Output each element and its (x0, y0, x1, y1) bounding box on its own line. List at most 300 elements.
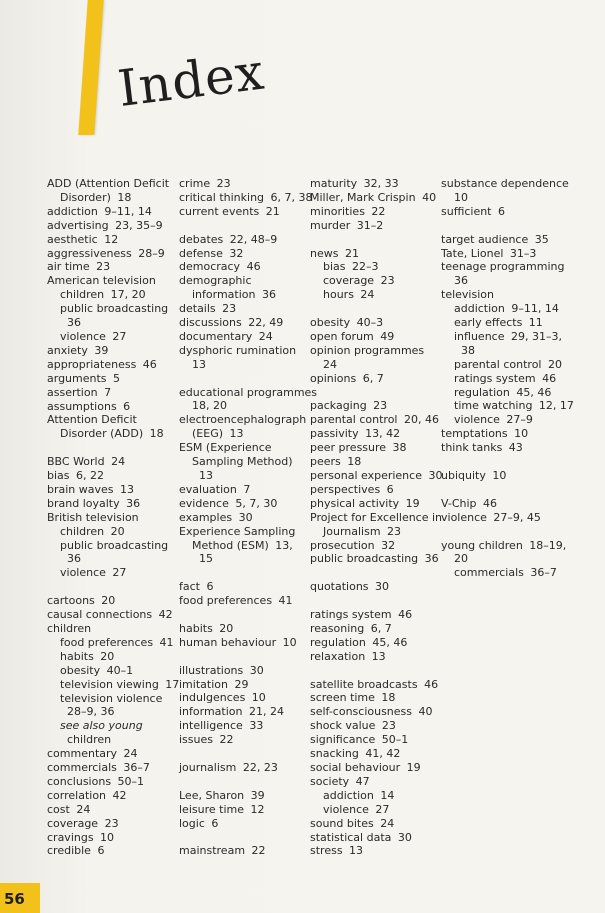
index-gap (310, 302, 440, 316)
index-entry (310, 844, 440, 858)
index-entry (179, 260, 304, 274)
index-page-refs: 9–11, 14 (507, 302, 559, 316)
index-entry (47, 372, 172, 386)
index-term: conclusions (47, 774, 112, 788)
index-entry (441, 247, 601, 261)
index-entry (441, 316, 601, 330)
index-term: 13 (192, 357, 206, 371)
index-entry (47, 330, 172, 344)
index-entry (310, 455, 440, 469)
index-entry (179, 705, 304, 719)
index-entry (47, 719, 172, 733)
index-term: 38 (461, 343, 475, 357)
index-entry (441, 539, 601, 553)
index-term: information (179, 705, 243, 719)
index-entry (179, 344, 304, 358)
index-page-refs: 39 (247, 788, 265, 802)
index-entry (310, 413, 440, 427)
index-entry (441, 552, 601, 566)
index-term: Disorder (ADD) (60, 427, 144, 441)
index-page-refs: 7 (100, 385, 112, 399)
index-term: opinions (310, 371, 357, 385)
index-entry (179, 427, 304, 441)
index-term: (EEG) (192, 427, 224, 441)
index-term: imitation (179, 677, 228, 691)
index-term: sufficient (441, 204, 492, 218)
index-entry (47, 469, 172, 483)
index-page-refs: 6 (119, 399, 131, 413)
index-entry (47, 386, 172, 400)
index-term: children (67, 733, 112, 747)
index-term: violence (454, 413, 500, 427)
index-entry (310, 789, 440, 803)
index-entry (179, 719, 304, 733)
index-term: V-Chip (441, 496, 477, 510)
index-term: addiction (323, 788, 374, 802)
index-page-refs: 21, 24 (245, 705, 284, 719)
index-entry (47, 677, 180, 692)
index-entry (179, 302, 304, 316)
index-entry (47, 413, 172, 427)
index-term: 24 (323, 357, 337, 371)
index-page-refs: 39 (90, 343, 109, 357)
index-entry (179, 594, 304, 608)
index-page-refs: 40–3 (353, 316, 384, 330)
index-page-refs: 18 (377, 691, 396, 705)
index-page-refs: 20 (215, 621, 234, 635)
index-entry (179, 441, 304, 455)
index-page-refs: 10 (279, 635, 297, 649)
index-page-refs: 5 (109, 371, 121, 385)
index-term: crime (179, 177, 211, 190)
index-page-refs: 41 (275, 594, 293, 608)
index-term: current events (179, 204, 260, 218)
index-page-refs: 40–1 (103, 663, 134, 677)
index-entry (310, 330, 440, 344)
index-term: 15 (199, 552, 213, 566)
index-entry (441, 344, 601, 358)
index-term: violence (60, 329, 106, 343)
index-entry (310, 761, 440, 775)
index-term: cost (47, 802, 70, 816)
index-page-refs: 35 (531, 232, 549, 246)
index-page-refs: 43 (505, 441, 523, 455)
index-term: time watching (454, 399, 533, 413)
index-page-refs: 36 (421, 552, 439, 566)
index-term: think tanks (441, 441, 503, 455)
index-page-refs: 23 (369, 399, 388, 413)
index-term: aggressiveness (47, 246, 132, 260)
index-page-refs: 40 (415, 705, 433, 719)
index-page-refs: 6, 7 (367, 621, 392, 635)
index-term: ADD (Attention Deficit (47, 177, 170, 190)
index-term: fact (179, 580, 200, 594)
index-entry (310, 205, 440, 219)
index-entry (47, 733, 172, 747)
index-page-refs: 10 (488, 469, 507, 482)
index-term: 36 (454, 274, 468, 288)
index-page-refs: 24 (356, 288, 375, 302)
index-term: parental control (454, 357, 542, 371)
yellow-accent-bar (78, 0, 103, 135)
index-column-1 (47, 177, 180, 858)
index-term: open forum (310, 329, 374, 343)
index-entry (310, 358, 440, 372)
index-term: opinion programmes (310, 343, 425, 357)
index-gap (179, 830, 304, 844)
index-page-refs: 36–7 (526, 566, 557, 580)
index-entry (441, 441, 601, 455)
index-term: regulation (454, 385, 510, 399)
index-page-refs: 20 (107, 524, 125, 538)
index-page-refs: 23 (377, 274, 395, 288)
index-page-refs: 6 (93, 844, 105, 858)
index-entry (179, 636, 304, 650)
index-page-refs: 21 (341, 246, 359, 260)
index-gap (441, 525, 601, 539)
index-page-refs: 20 (96, 649, 115, 663)
index-page-refs: 31–3 (506, 246, 537, 260)
index-page-refs: 46 (139, 357, 157, 371)
index-page-refs: 46 (394, 608, 413, 622)
index-gap (47, 441, 172, 455)
index-entry (310, 608, 440, 622)
index-entry (47, 191, 172, 205)
index-term: news (310, 246, 339, 260)
index-page-refs: 18–19, (525, 538, 567, 552)
index-entry (47, 803, 172, 817)
index-page-refs: 27–9, 45 (489, 510, 541, 524)
index-page-refs: 41 (156, 635, 174, 649)
index-entry (310, 483, 440, 497)
index-gap (179, 219, 304, 233)
index-entry (47, 650, 172, 664)
index-entry (47, 622, 172, 636)
index-entry (179, 413, 307, 427)
index-term: 20 (454, 552, 468, 566)
index-term: details (179, 302, 216, 316)
index-term: maturity (310, 177, 358, 190)
index-page-refs: 19 (403, 760, 421, 774)
index-page-refs: 30 (371, 580, 390, 594)
index-entry (310, 636, 440, 650)
index-page-refs: 30 (424, 468, 443, 482)
index-term: violence (441, 510, 487, 524)
index-term: coverage (47, 816, 99, 830)
index-term: 28–9, 36 (67, 705, 115, 719)
index-page-refs: 30 (394, 830, 412, 844)
index-term: food preferences (179, 594, 273, 608)
index-page-refs: 13 (345, 844, 364, 858)
index-term: commercials (454, 566, 524, 580)
index-entry (179, 205, 304, 219)
index-term: television violence (60, 691, 163, 705)
index-entry (179, 664, 304, 678)
index-term: 36 (67, 316, 81, 330)
index-page-refs: 18 (343, 455, 362, 469)
index-term: cravings (47, 830, 94, 844)
index-term: 18, 20 (192, 399, 227, 413)
index-entry (179, 511, 304, 525)
index-term: assertion (47, 385, 98, 399)
index-term: discussions (179, 316, 242, 330)
index-page-refs: 24 (107, 455, 126, 469)
index-entry (179, 817, 304, 831)
index-page-refs: 38 (389, 441, 407, 455)
index-entry (47, 274, 172, 288)
index-term: television (441, 288, 494, 302)
index-term: peers (310, 455, 341, 469)
index-term: critical thinking (179, 190, 265, 204)
index-term: reasoning (310, 621, 365, 635)
index-entry (310, 525, 440, 539)
index-entry (310, 803, 440, 817)
index-entry (47, 483, 172, 497)
index-entry (47, 844, 172, 858)
index-term: Sampling Method) (192, 455, 293, 469)
index-entry (310, 497, 440, 511)
index-page-refs: 6, 7 (359, 371, 384, 385)
index-page-refs: 5, 7, 30 (231, 496, 278, 510)
index-entry (47, 594, 172, 608)
index-term: commentary (47, 747, 118, 761)
index-term: obesity (60, 663, 101, 677)
index-page-refs: 21 (262, 204, 280, 218)
index-term: television viewing (60, 677, 159, 691)
index-entry (47, 219, 172, 233)
index-gap (47, 580, 172, 594)
index-term: snacking (310, 747, 359, 761)
index-entry (47, 789, 172, 803)
index-term: Disorder) (60, 190, 111, 204)
page-number: 56 (4, 890, 25, 908)
index-entry (441, 497, 601, 511)
index-entry (47, 692, 172, 706)
index-entry (441, 566, 601, 580)
index-entry (310, 719, 440, 733)
index-entry (179, 190, 313, 205)
index-page-refs: 23 (218, 302, 237, 316)
index-term: screen time (310, 691, 375, 705)
index-term: addiction (454, 302, 505, 316)
index-term: examples (179, 510, 233, 524)
index-entry (441, 205, 601, 219)
index-term: demographic (179, 274, 252, 288)
index-term: food preferences (60, 635, 154, 649)
index-gap (441, 219, 601, 233)
index-entry (179, 385, 318, 400)
index-term: bias (47, 469, 70, 483)
index-page-refs: 12 (246, 802, 265, 816)
index-page-refs: 46 (538, 371, 557, 385)
index-term: Miller, Mark Crispin (310, 190, 416, 204)
index-entry (179, 525, 304, 539)
index-term: mainstream (179, 844, 246, 858)
index-entry (47, 233, 172, 247)
index-page-refs: 6 (494, 204, 505, 218)
index-entry (310, 288, 440, 302)
index-entry (179, 580, 304, 594)
index-page-refs: 24 (72, 802, 91, 816)
index-entry (310, 733, 440, 747)
index-entry (179, 497, 304, 511)
index-page-refs: 50–1 (114, 774, 145, 788)
index-entry (47, 831, 172, 845)
index-gap (310, 594, 440, 608)
index-page-refs: 27–9 (502, 413, 533, 427)
index-entry (179, 288, 304, 302)
index-entry (47, 539, 172, 553)
index-term: coverage (323, 274, 375, 288)
index-entry (310, 650, 440, 664)
index-entry (310, 775, 440, 789)
index-term: causal connections (47, 608, 153, 622)
index-term: ratings system (454, 371, 536, 385)
index-page-refs: 23 (378, 719, 396, 733)
index-page-refs: 17, 20 (107, 288, 146, 302)
index-page-refs: 20, 46 (400, 413, 439, 427)
index-page-refs: 10 (248, 691, 266, 705)
index-term: packaging (310, 399, 367, 413)
index-term: shock value (310, 719, 376, 733)
index-entry (179, 803, 304, 817)
index-entry (179, 247, 304, 261)
index-term: 10 (454, 190, 468, 204)
index-term: violence (60, 566, 106, 580)
index-entry (179, 316, 304, 330)
index-entry (47, 817, 172, 831)
index-entry (47, 247, 172, 261)
index-page-refs: 27 (108, 566, 127, 580)
index-entry (179, 789, 304, 803)
index-entry (179, 455, 304, 469)
index-term: information (192, 288, 256, 302)
index-page-refs: 45, 46 (368, 635, 408, 649)
index-entry (47, 636, 172, 650)
index-entry (310, 316, 440, 330)
index-term: correlation (47, 788, 107, 802)
index-term: electroencephalograph (179, 413, 307, 427)
index-entry (310, 691, 440, 705)
index-entry (441, 511, 601, 525)
index-entry (179, 274, 304, 288)
index-entry (310, 372, 440, 386)
index-entry (47, 358, 172, 372)
index-term: human behaviour (179, 635, 277, 649)
index-page-refs: 13, (271, 538, 293, 552)
index-entry (310, 260, 440, 274)
index-entry (310, 441, 440, 455)
index-page-refs: 36–7 (119, 761, 150, 775)
index-gap (179, 747, 304, 761)
index-term: obesity (310, 316, 351, 330)
index-entry (47, 260, 172, 274)
index-term: democracy (179, 260, 241, 274)
index-entry (441, 233, 601, 247)
index-entry (310, 705, 440, 719)
index-page-refs: 40 (418, 190, 437, 204)
index-gap (179, 650, 304, 664)
index-page-refs: 32, 33 (360, 177, 399, 190)
index-page-refs: 6, 22 (72, 469, 105, 483)
index-gap (441, 455, 601, 469)
index-term: advertising (47, 218, 109, 232)
index-page-refs: 17 (161, 677, 180, 691)
index-term: Project for Excellence in (310, 510, 443, 524)
index-entry (310, 399, 440, 413)
index-term: Journalism (323, 524, 381, 538)
index-entry (310, 427, 440, 441)
index-page-refs: 22–3 (348, 260, 379, 274)
index-term: 36 (67, 552, 81, 566)
index-entry (441, 427, 601, 441)
index-term: self-consciousness (310, 705, 413, 719)
index-entry (441, 330, 601, 344)
index-page-refs: 23 (213, 177, 231, 190)
index-entry (179, 539, 304, 553)
index-entry (47, 288, 172, 302)
index-page-refs: 29, 31–3, (507, 329, 562, 343)
index-term: substance dependence (441, 177, 569, 190)
index-entry (47, 775, 172, 789)
index-page-refs: 13 (116, 482, 135, 496)
index-gap (310, 566, 440, 580)
index-term: Experience Sampling (179, 524, 296, 538)
index-term: Tate, Lionel (441, 246, 504, 260)
index-entry (47, 525, 172, 539)
index-term: American television (47, 274, 156, 288)
index-term: evidence (179, 496, 229, 510)
index-page-refs: 22 (216, 733, 234, 747)
index-term: passivity (310, 427, 359, 441)
index-entry (179, 358, 304, 372)
index-term: sound bites (310, 816, 374, 830)
index-term: public broadcasting (60, 302, 169, 316)
index-term: ESM (Experience (179, 441, 272, 455)
index-term: perspectives (310, 482, 381, 496)
index-page-refs: 23 (92, 260, 111, 274)
index-entry (179, 469, 304, 483)
page-title: Index (114, 42, 268, 118)
index-page-refs: 27 (108, 329, 127, 343)
index-term: quotations (310, 580, 369, 594)
index-term: issues (179, 733, 213, 747)
index-term: temptations (441, 427, 508, 441)
index-entry (441, 177, 601, 191)
index-entry (47, 566, 172, 580)
index-entry (179, 622, 304, 636)
index-page-refs: 28–9 (134, 246, 165, 260)
index-term: social behaviour (310, 760, 401, 774)
index-term: aesthetic (47, 232, 98, 246)
index-term: stress (310, 844, 343, 858)
index-term: society (310, 774, 350, 788)
index-page-refs: 36 (122, 496, 141, 510)
index-entry (47, 316, 172, 330)
index-entry (441, 288, 601, 302)
index-entry (47, 747, 172, 761)
index-entry (179, 761, 304, 775)
index-column-4 (441, 177, 601, 580)
index-term: statistical data (310, 830, 392, 844)
index-term: peer pressure (310, 441, 387, 455)
index-term: relaxation (310, 649, 366, 663)
index-term: indulgences (179, 691, 246, 705)
index-page-refs: 23 (101, 816, 119, 830)
index-page-refs: 20 (544, 357, 562, 371)
index-term: influence (454, 329, 505, 343)
index-entry (310, 468, 443, 483)
